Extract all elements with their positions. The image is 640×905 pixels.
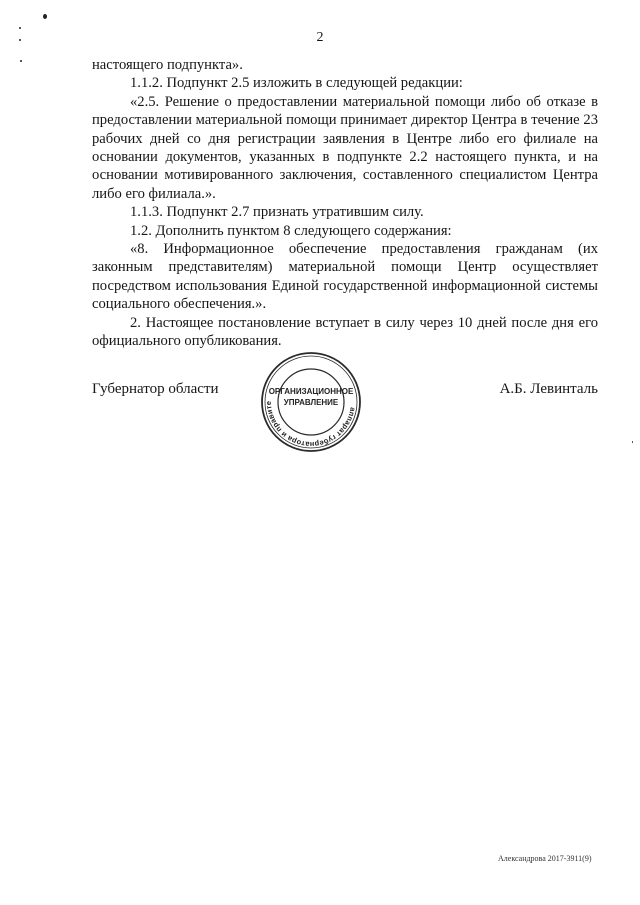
signature-block <box>92 375 598 475</box>
paragraph: настоящего подпункта». <box>92 57 243 73</box>
scan-dot <box>20 60 22 62</box>
scan-dot <box>19 27 21 29</box>
paragraph: 1.1.2. Подпункт 2.5 изложить в следующей редакции: <box>130 75 463 92</box>
paragraph: 2. Настоящее постановление вступает в силу через 10 дней после дня его официального опубликования. <box>92 314 598 350</box>
scan-dot <box>632 441 633 443</box>
signatory-name: А.Б. Левинталь <box>499 381 598 397</box>
paragraph: 1.2. Дополнить пунктом 8 следующего содержания: <box>130 222 452 239</box>
official-stamp <box>259 350 363 454</box>
page-number: 2 <box>316 30 324 45</box>
paragraph: «2.5. Решение о предоставлении материальной помощи либо об отказе в предоставлении материальной помощи принимает директор Центра в течение 23 рабочих дней со дня регистрации заявления в Центре либо его филиале на основании документов, указанных в подпункте 2.2 настоящего пункта, и на основании мотивированного заключения, составленного специалистом Центра либо его филиала.». <box>92 93 598 202</box>
document-body <box>92 56 598 351</box>
paragraph: «8. Информационное обеспечение предоставления гражданам (их законным представителям) материальной помощи Центр осуществляет посредством использования Единой государственной информационной системы социального обеспечения.». <box>92 241 598 313</box>
stamp-center-line: УПРАВЛЕНИЕ <box>283 398 339 407</box>
paragraph: 1.1.3. Подпункт 2.7 признать утратившим силу. <box>130 204 424 221</box>
stamp-center-line: ОРГАНИЗАЦИОННОЕ <box>268 387 354 396</box>
scan-dot <box>43 14 47 19</box>
signatory-title: Губернатор области <box>92 381 219 397</box>
document-reference: Александрова 2017-3911(9) <box>498 854 592 863</box>
stamp-ring-text: аппарат губернатора и правите <box>263 400 358 450</box>
stamp-center-text <box>259 386 363 408</box>
